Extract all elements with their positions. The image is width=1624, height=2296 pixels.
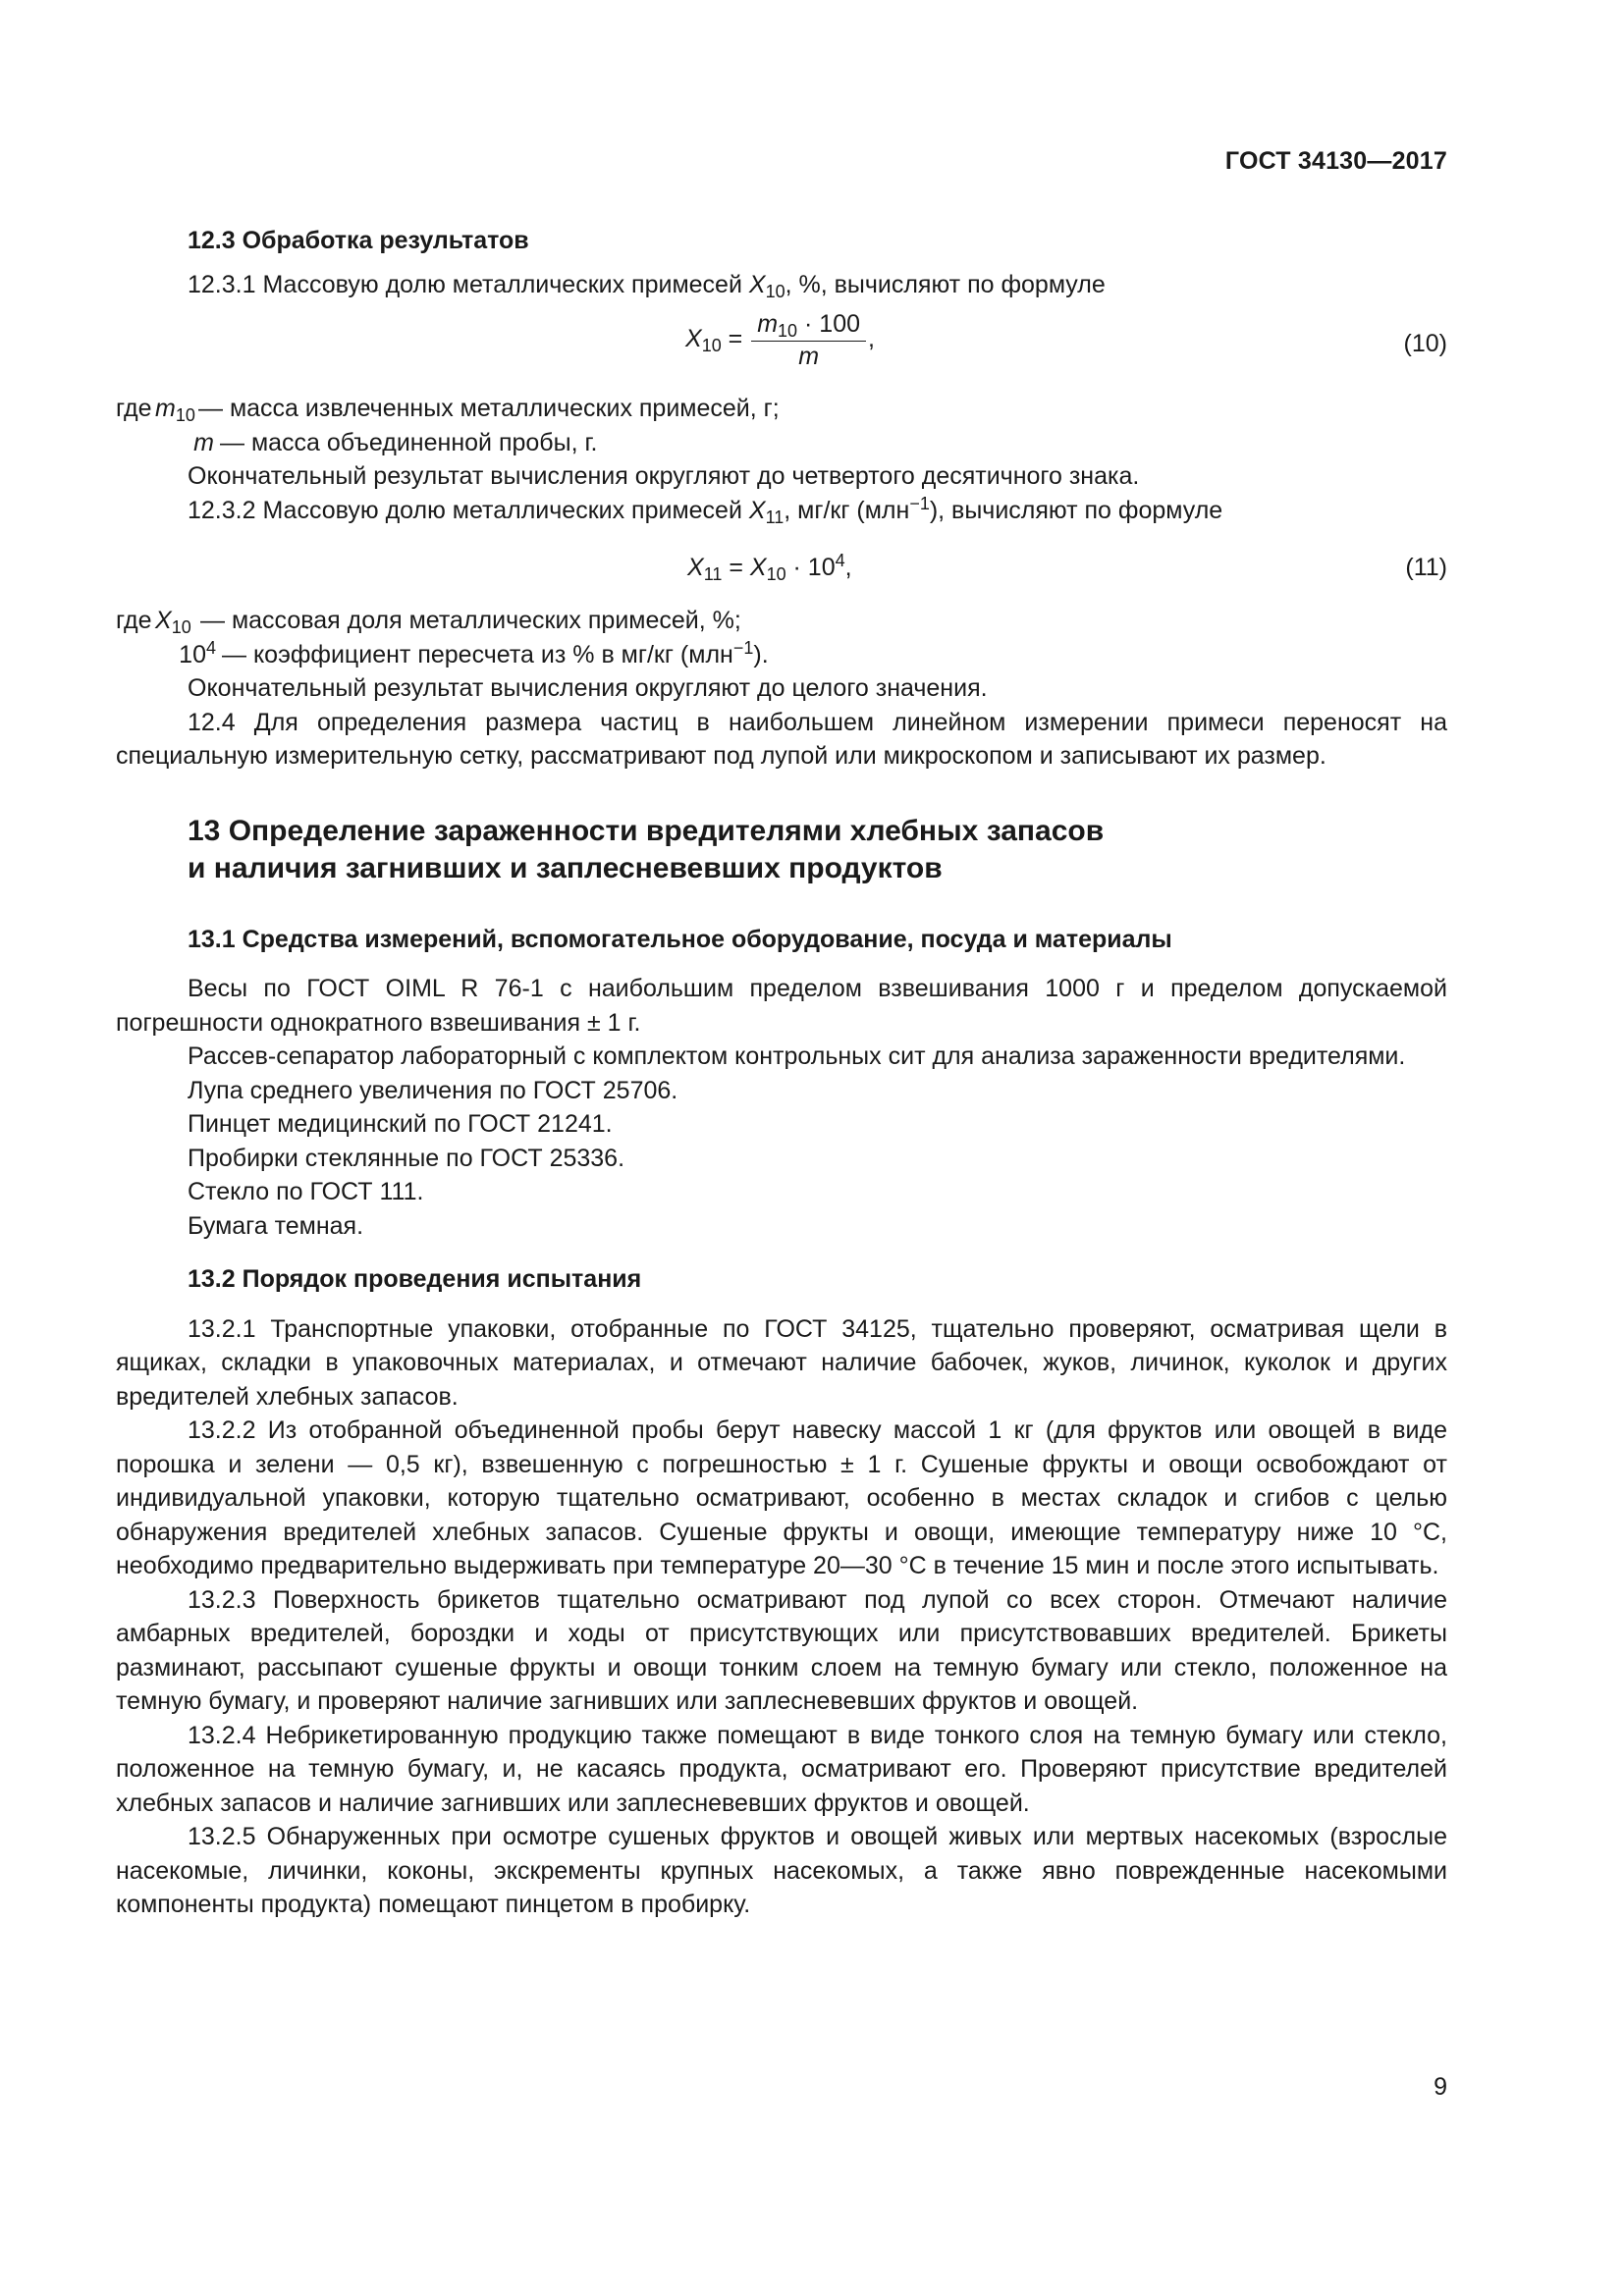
subsection-heading-12-3: 12.3 Обработка результатов xyxy=(188,227,529,254)
section-heading-13 xyxy=(116,813,1447,887)
equipment-item: Бумага темная. xyxy=(188,1211,364,1240)
procedure-paragraph: 13.2.5 Обнаруженных при осмотре сушеных фруктов и овощей живых или мертвых насекомых (взрослые насекомые, личинки, коконы, экскременты крупных насекомых, а также явно поврежденные насекомыми компоненты продукта) помещают пинцетом в пробирку. xyxy=(116,1823,1447,1918)
legend-formula-11 xyxy=(116,604,1447,671)
formula-10-number: (10) xyxy=(1403,330,1447,357)
legend-item: $10^4$ — коэффициент пересчета из % в мг/кг (млн$^{-1}$). xyxy=(179,637,769,668)
rounding-note-2: Окончательный результат вычисления округляют до целого значения. xyxy=(188,674,988,702)
standard-header: ГОСТ 34130—2017 xyxy=(1224,147,1447,175)
subsection-heading-13-2: 13.2 Порядок проведения испытания xyxy=(188,1265,642,1293)
subsection-heading-13-1: 13.1 Средства измерений, вспомогательное оборудование, посуда и материалы xyxy=(188,925,1172,953)
procedure-paragraph: 13.2.4 Небрикетированную продукцию также помещают в виде тонкого слоя на темную бумагу или стекло, положенное на темную бумагу, и, не касаясь продукта, осматривают его. Проверяют присутствие вредителей хлебных запасов и наличие загнивших или заплесневевших фруктов и овощей. xyxy=(116,1721,1447,1817)
formula-10-fraction: $\frac{m_{10} \cdot 100}{m}$ xyxy=(751,309,866,371)
section-heading-line: 13 Определение зараженности вредителями хлебных запасов xyxy=(188,814,1105,847)
formula-11-expression: $X_{11} = X_{10} \cdot 10^4$, xyxy=(687,551,852,584)
document-page xyxy=(116,0,1447,2296)
page-content xyxy=(116,224,1447,1922)
equipment-item: Пробирки стеклянные по ГОСТ 25336. xyxy=(188,1144,625,1172)
formula-11 xyxy=(116,543,1447,594)
procedure-paragraph: 13.2.2 Из отобранной объединенной пробы берут навеску массой 1 кг (для фруктов или овощей в виде порошка и зелени — 0,5 кг), взвешенную с погрешностью ± 1 г. Сушеные фрукты и овощи освобождают от индивидуальной упаковки, которую тщательно осматривают, особенно в местах складок и сгибов с целью обнаружения вредителей хлебных запасов. Сушеные фрукты и овощи, имеющие температуру ниже 10 °С, необходимо предварительно выдерживать при температуре 20—30 °С в течение 15 мин и после этого испытывать. xyxy=(116,1416,1447,1579)
formula-10 xyxy=(116,309,1447,384)
procedure-list xyxy=(116,1312,1447,1922)
legend-item: где $m_{10}$ — масса извлеченных металлических примесей, г; xyxy=(116,395,780,425)
formula-10-expression: $X_{10}$ = $\frac{m_{10} \cdot 100}{m}$ , xyxy=(685,310,875,370)
procedure-paragraph: 13.2.1 Транспортные упаковки, отобранные по ГОСТ 34125, тщательно проверяют, осматривая щели в ящиках, складки в упаковочных материалах, и отмечают наличие бабочек, жуков, личинок, куколок и других вредителей хлебных запасов. xyxy=(116,1314,1447,1411)
section-heading-line: и наличия загнивших и заплесневевших продуктов xyxy=(188,851,943,884)
equipment-item: Весы по ГОСТ OIML R 76-1 с наибольшим пределом взвешивания 1000 г и пределом допускаемой погрешности однократного взвешивания ± 1 г. xyxy=(116,975,1447,1037)
equipment-list xyxy=(116,972,1447,1243)
procedure-paragraph: 13.2.3 Поверхность брикетов тщательно осматривают под лупой со всех сторон. Отмечают наличие амбарных вредителей, бороздки и ходы от присутствующих или присутствовавших вредителей. Брикеты разминают, рассыпают сушеные фрукты и овощи тонким слоем на темную бумагу или стекло, положенное на темную бумагу, и проверяют наличие загнивших или заплесневевших фруктов и овощей. xyxy=(116,1585,1447,1715)
legend-formula-10 xyxy=(116,392,1447,459)
paragraph-12-3-1: 12.3.1 Массовую долю металлических примесей $X_{10}$, %, вычисляют по формуле xyxy=(188,270,1106,301)
equipment-item: Стекло по ГОСТ 111. xyxy=(188,1178,424,1205)
legend-item: где $X_{10}$ — массовая доля металлических примесей, %; xyxy=(116,607,741,637)
paragraph-12-4: 12.4 Для определения размера частиц в наибольшем линейном измерении примеси переносят на специальную измерительную сетку, рассматривают под лупой или микроскопом и записывают их размер. xyxy=(116,708,1447,770)
equipment-item: Рассев-сепаратор лабораторный с комплектом контрольных сит для анализа зараженности вредителями. xyxy=(188,1042,1406,1070)
paragraph-12-3-2: 12.3.2 Массовую долю металлических примесей $X_{11}$, мг/кг (млн$^{-1}$), вычисляют по формуле xyxy=(188,493,1223,527)
page-number: 9 xyxy=(1434,2073,1447,2101)
equipment-item: Пинцет медицинский по ГОСТ 21241. xyxy=(188,1110,613,1138)
equipment-item: Лупа среднего увеличения по ГОСТ 25706. xyxy=(188,1076,678,1104)
legend-item: m — масса объединенной пробы, г. xyxy=(193,428,598,456)
rounding-note-1: Окончательный результат вычисления округляют до четвертого десятичного знака. xyxy=(188,462,1140,490)
formula-11-number: (11) xyxy=(1405,554,1447,581)
